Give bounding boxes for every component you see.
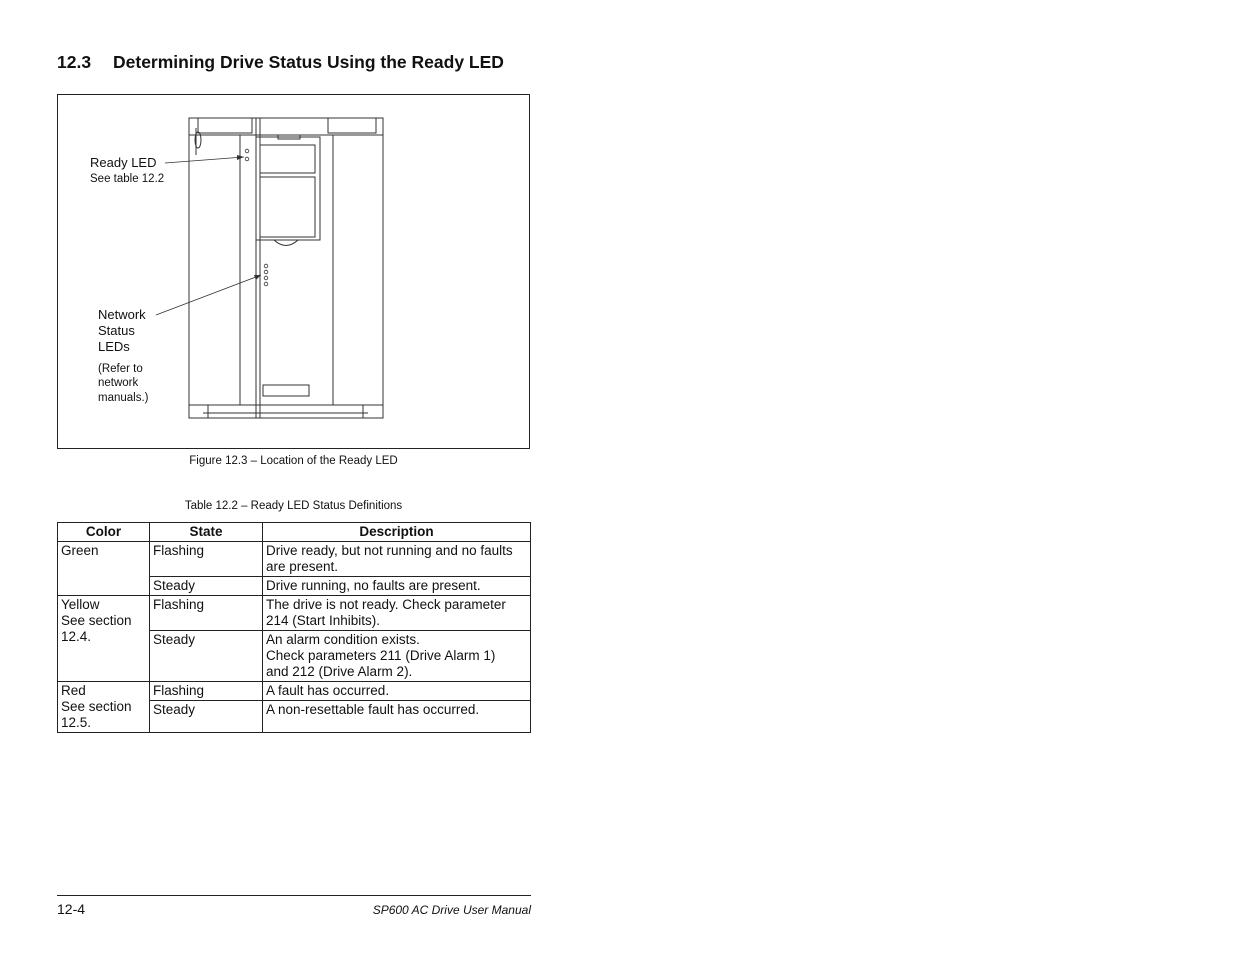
section-heading [57,52,504,73]
description-line: An alarm condition exists. [266,632,420,647]
color-line: 12.4. [61,629,92,644]
state-cell: Steady [150,577,263,596]
header-description: Description [263,523,531,542]
network-led-dot [264,276,268,280]
color-cell [58,682,150,733]
ready-led-status-table [57,522,531,733]
state-cell: Flashing [150,596,263,631]
callout-network-ref-line2: network [98,377,139,389]
figure-frame [57,94,530,449]
header-state: State [150,523,263,542]
color-line: Red [61,683,86,698]
ready-led-dot-2 [245,157,249,161]
callout-ready-led: Ready LED [90,155,157,170]
section-title: Determining Drive Status Using the Ready LED [113,52,504,72]
callout-network-line3: LEDs [98,339,130,354]
description-line: A non-resettable fault has occurred. [266,702,480,717]
color-line: See section [61,613,132,628]
description-line: Check parameters 211 (Drive Alarm 1) [266,648,496,663]
figure-caption: Figure 12.3 – Location of the Ready LED [189,455,398,467]
description-line: Drive running, no faults are present. [266,578,481,593]
callout-network-ref-line1: (Refer to [98,363,143,375]
color-line: Yellow [61,597,100,612]
color-cell [58,542,150,596]
callout-network-line2: Status [98,323,135,338]
ready-led-dot [245,149,249,153]
state-cell: Steady [150,701,263,733]
state-cell: Flashing [150,542,263,577]
table-row [58,542,531,577]
description-line: The drive is not ready. Check parameter [266,597,506,612]
table-header-row [58,523,531,542]
table-row [58,596,531,631]
description-line: and 212 (Drive Alarm 2). [266,664,413,679]
color-line: See section [61,699,132,714]
callout-ready-led-ref: See table 12.2 [90,173,165,185]
description-cell [263,631,531,682]
color-line: Green [61,543,99,558]
description-line: A fault has occurred. [266,683,390,698]
ready-led-leader-line [165,157,244,163]
color-line: 12.5. [61,715,92,730]
callout-network-ref-line3: manuals.) [98,392,149,404]
page-number: 12-4 [57,901,86,917]
table-caption: Table 12.2 – Ready LED Status Definitions [184,500,403,512]
callout-network-line1: Network [98,307,146,322]
description-line: are present. [266,559,339,574]
network-led-dot [264,282,268,286]
section-number: 12.3 [57,52,92,72]
table-row [58,682,531,701]
state-cell: Flashing [150,682,263,701]
network-led-leader-line [156,275,261,315]
network-led-dot [264,270,268,274]
description-cell [263,542,531,577]
description-cell [263,596,531,631]
color-cell [58,596,150,682]
description-line: Drive ready, but not running and no faults [266,543,513,558]
footer-divider [57,895,531,896]
state-cell: Steady [150,631,263,682]
description-cell [263,577,531,596]
description-line: 214 (Start Inhibits). [266,613,381,628]
network-led-dot [264,264,268,268]
description-cell [263,682,531,701]
manual-title: SP600 AC Drive User Manual [372,903,531,917]
header-color: Color [58,523,150,542]
description-cell [263,701,531,733]
